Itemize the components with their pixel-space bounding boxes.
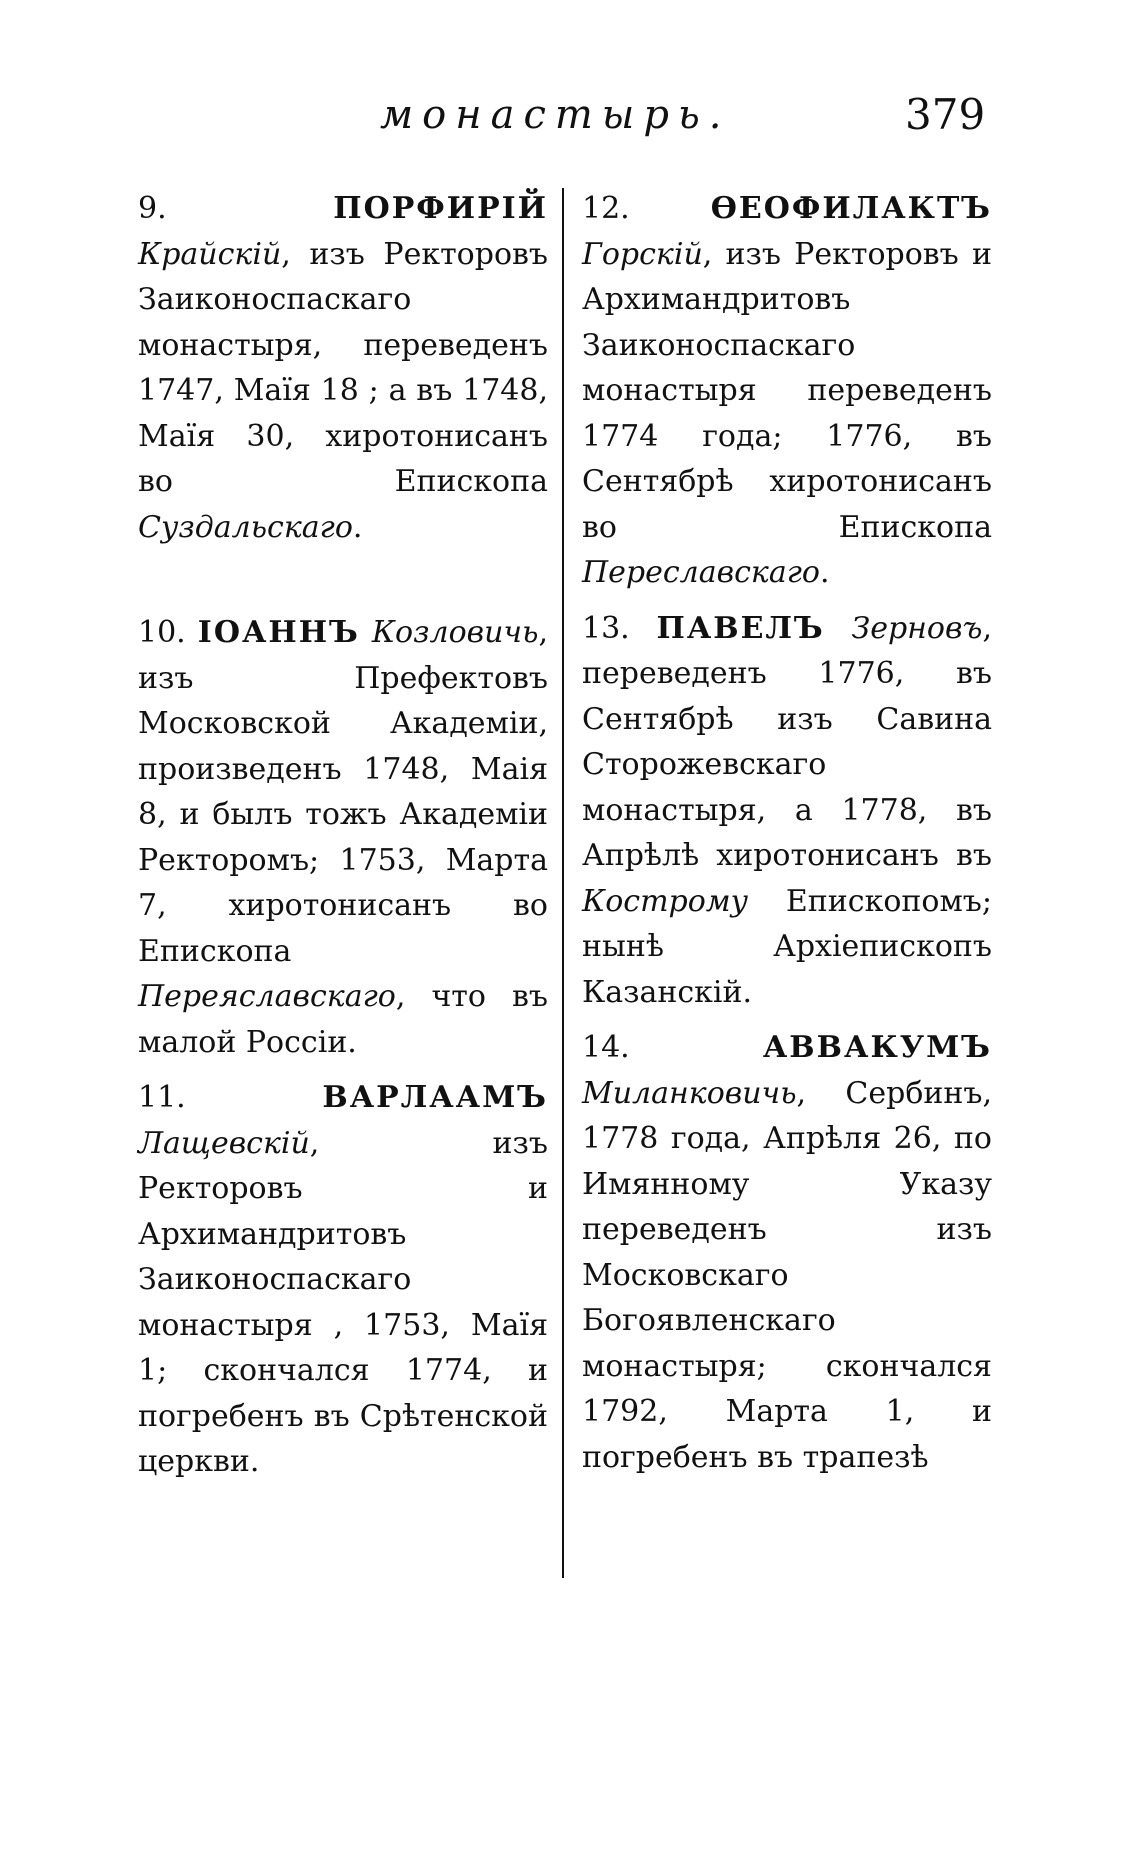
entry-place: Переславскаго	[582, 555, 820, 590]
entry-name: ПАВЕЛЪ	[656, 610, 825, 646]
entry-surname: Козловичь	[371, 615, 539, 650]
entry-spacer	[138, 1065, 548, 1075]
entry-surname: Крайскій	[138, 236, 282, 272]
entry-number: 12.	[582, 191, 630, 226]
entry-number: 14.	[582, 1030, 630, 1065]
entry-text-end: , что въ малой Россіи.	[138, 979, 548, 1060]
entry-number: 10.	[138, 615, 186, 650]
entry-9	[138, 186, 548, 550]
left-column	[138, 186, 548, 1485]
entry-text: , изъ Ректоровъ и Архимандритовъ Заиконоспаскаго монастыря , 1753, Маїя 1; скончался 1774, и погребенъ въ Срѣтенской церкви.	[138, 1125, 548, 1479]
column-divider	[562, 188, 564, 1578]
entry-text: , переведенъ 1776, въ Сентябрѣ изъ Савина Сторожевскаго монастыря, а 1778, въ Апрѣлѣ хиротонисанъ въ	[582, 610, 992, 873]
entry-13	[582, 606, 992, 1016]
entry-name: АВВАКУМЪ	[762, 1030, 992, 1065]
entry-name: ПОРФИРІЙ	[333, 191, 548, 226]
entry-text: , Сербинъ, 1778 года, Апрѣля 26, по Имянному Указу переведенъ изъ Московскаго Богоявленскаго монастыря; скончался 1792, Марта 1, и погребенъ въ трапезѣ	[582, 1075, 992, 1475]
entry-place: Суздальскаго	[138, 509, 353, 545]
entry-12	[582, 186, 992, 596]
right-column	[582, 186, 992, 1480]
entry-number: 13.	[582, 610, 630, 646]
entry-text: , изъ Ректоровъ Заиконоспаскаго монастыря, переведенъ 1747, Маїя 18 ; а въ 1748, Маїя 30, хиротонисанъ во Епископа	[138, 236, 548, 499]
entry-14	[582, 1025, 992, 1480]
entry-number: 11.	[138, 1080, 186, 1115]
entry-11	[138, 1075, 548, 1485]
entry-surname: Лащевскій	[138, 1125, 310, 1161]
entry-surname: Зерновъ	[851, 610, 983, 646]
entry-name: ІОАННЪ	[197, 615, 360, 650]
entry-place: Переяславскаго	[138, 979, 396, 1014]
entry-surname: Горскій	[582, 236, 703, 272]
entry-text-end: Епископомъ; нынѣ Архіепископъ Казанскій.	[582, 883, 992, 1010]
entry-text: , изъ Префектовъ Московской Академіи, произведенъ 1748, Маія 8, и былъ тожъ Академіи Ректоромъ; 1753, Марта 7, хиротонисанъ во Епископа	[138, 615, 548, 969]
entry-text: , изъ Ректоровъ и Архимандритовъ Заиконоспаскаго монастыря переведенъ 1774 года; 1776, въ Сентябрѣ хиротонисанъ во Епископа	[582, 236, 992, 545]
entry-10	[138, 610, 548, 1065]
entry-spacer	[582, 1015, 992, 1025]
entry-name: ВАРЛААМЪ	[322, 1080, 548, 1115]
entry-name: ѲЕОФИЛАКТЪ	[710, 191, 992, 226]
running-title: монастырь.	[380, 92, 731, 138]
entry-spacer	[138, 550, 548, 610]
entry-place: Кострому	[582, 883, 749, 919]
page-number: 379	[905, 90, 986, 139]
entry-text-end: .	[352, 509, 363, 545]
entry-surname: Миланковичь	[582, 1075, 797, 1111]
entry-text-end: .	[819, 555, 830, 590]
entry-spacer	[582, 596, 992, 606]
entry-number: 9.	[138, 191, 167, 226]
